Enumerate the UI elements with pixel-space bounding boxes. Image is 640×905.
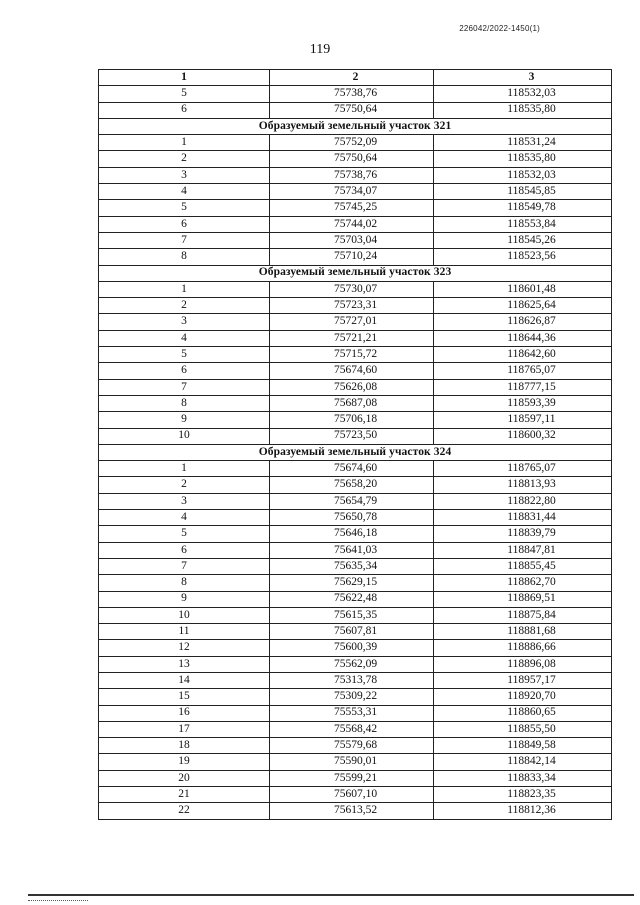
point-number-cell: 17 bbox=[99, 721, 270, 737]
y-coordinate-cell: 118531,24 bbox=[434, 135, 612, 151]
table-row bbox=[99, 591, 612, 607]
x-coordinate-cell: 75615,35 bbox=[270, 607, 434, 623]
point-number-cell: 8 bbox=[99, 249, 270, 265]
page-bottom-rule bbox=[28, 894, 634, 896]
x-coordinate-cell: 75738,76 bbox=[270, 86, 434, 102]
point-number-cell: 19 bbox=[99, 754, 270, 770]
table-row bbox=[99, 624, 612, 640]
table-row bbox=[99, 607, 612, 623]
y-coordinate-cell: 118532,03 bbox=[434, 167, 612, 183]
y-coordinate-cell: 118812,36 bbox=[434, 803, 612, 819]
table-row bbox=[99, 200, 612, 216]
point-number-cell: 4 bbox=[99, 510, 270, 526]
header-cell-point-number: 1 bbox=[99, 70, 270, 86]
x-coordinate-cell: 75622,48 bbox=[270, 591, 434, 607]
y-coordinate-cell: 118881,68 bbox=[434, 624, 612, 640]
table-row bbox=[99, 363, 612, 379]
point-number-cell: 8 bbox=[99, 575, 270, 591]
x-coordinate-cell: 75654,79 bbox=[270, 493, 434, 509]
point-number-cell: 5 bbox=[99, 86, 270, 102]
table-row bbox=[99, 738, 612, 754]
y-coordinate-cell: 118597,11 bbox=[434, 412, 612, 428]
y-coordinate-cell: 118625,64 bbox=[434, 298, 612, 314]
document-number: 226042/2022-1450(1) bbox=[459, 24, 540, 33]
table-row bbox=[99, 640, 612, 656]
point-number-cell: 11 bbox=[99, 624, 270, 640]
header-cell-y: 3 bbox=[434, 70, 612, 86]
x-coordinate-cell: 75646,18 bbox=[270, 526, 434, 542]
y-coordinate-cell: 118822,80 bbox=[434, 493, 612, 509]
x-coordinate-cell: 75750,64 bbox=[270, 102, 434, 118]
table-row bbox=[99, 298, 612, 314]
point-number-cell: 2 bbox=[99, 151, 270, 167]
x-coordinate-cell: 75710,24 bbox=[270, 249, 434, 265]
point-number-cell: 3 bbox=[99, 167, 270, 183]
section-title: Образуемый земельный участок 323 bbox=[99, 265, 612, 281]
page-bottom-dotted-rule bbox=[28, 900, 88, 901]
x-coordinate-cell: 75590,01 bbox=[270, 754, 434, 770]
table-row bbox=[99, 216, 612, 232]
y-coordinate-cell: 118549,78 bbox=[434, 200, 612, 216]
table-row bbox=[99, 395, 612, 411]
point-number-cell: 4 bbox=[99, 184, 270, 200]
x-coordinate-cell: 75723,50 bbox=[270, 428, 434, 444]
x-coordinate-cell: 75600,39 bbox=[270, 640, 434, 656]
coordinates-table bbox=[98, 69, 612, 820]
y-coordinate-cell: 118839,79 bbox=[434, 526, 612, 542]
y-coordinate-cell: 118886,66 bbox=[434, 640, 612, 656]
point-number-cell: 10 bbox=[99, 428, 270, 444]
x-coordinate-cell: 75313,78 bbox=[270, 672, 434, 688]
x-coordinate-cell: 75752,09 bbox=[270, 135, 434, 151]
y-coordinate-cell: 118642,60 bbox=[434, 347, 612, 363]
point-number-cell: 2 bbox=[99, 477, 270, 493]
y-coordinate-cell: 118860,65 bbox=[434, 705, 612, 721]
table-row bbox=[99, 379, 612, 395]
point-number-cell: 12 bbox=[99, 640, 270, 656]
x-coordinate-cell: 75309,22 bbox=[270, 689, 434, 705]
table-row bbox=[99, 347, 612, 363]
point-number-cell: 8 bbox=[99, 395, 270, 411]
table-row bbox=[99, 330, 612, 346]
y-coordinate-cell: 118920,70 bbox=[434, 689, 612, 705]
table-row bbox=[99, 167, 612, 183]
x-coordinate-cell: 75721,21 bbox=[270, 330, 434, 346]
y-coordinate-cell: 118532,03 bbox=[434, 86, 612, 102]
table-row bbox=[99, 86, 612, 102]
section-title: Образуемый земельный участок 321 bbox=[99, 118, 612, 134]
y-coordinate-cell: 118535,80 bbox=[434, 102, 612, 118]
y-coordinate-cell: 118842,14 bbox=[434, 754, 612, 770]
y-coordinate-cell: 118765,07 bbox=[434, 461, 612, 477]
table-row bbox=[99, 542, 612, 558]
y-coordinate-cell: 118644,36 bbox=[434, 330, 612, 346]
point-number-cell: 1 bbox=[99, 461, 270, 477]
point-number-cell: 3 bbox=[99, 493, 270, 509]
table-row bbox=[99, 705, 612, 721]
y-coordinate-cell: 118862,70 bbox=[434, 575, 612, 591]
point-number-cell: 18 bbox=[99, 738, 270, 754]
section-title: Образуемый земельный участок 324 bbox=[99, 444, 612, 460]
x-coordinate-cell: 75727,01 bbox=[270, 314, 434, 330]
y-coordinate-cell: 118601,48 bbox=[434, 281, 612, 297]
point-number-cell: 13 bbox=[99, 656, 270, 672]
x-coordinate-cell: 75658,20 bbox=[270, 477, 434, 493]
x-coordinate-cell: 75629,15 bbox=[270, 575, 434, 591]
x-coordinate-cell: 75641,03 bbox=[270, 542, 434, 558]
point-number-cell: 9 bbox=[99, 412, 270, 428]
section-header-row bbox=[99, 118, 612, 134]
x-coordinate-cell: 75750,64 bbox=[270, 151, 434, 167]
y-coordinate-cell: 118957,17 bbox=[434, 672, 612, 688]
table-row bbox=[99, 803, 612, 819]
y-coordinate-cell: 118553,84 bbox=[434, 216, 612, 232]
x-coordinate-cell: 75650,78 bbox=[270, 510, 434, 526]
point-number-cell: 1 bbox=[99, 281, 270, 297]
y-coordinate-cell: 118849,58 bbox=[434, 738, 612, 754]
point-number-cell: 6 bbox=[99, 363, 270, 379]
y-coordinate-cell: 118600,32 bbox=[434, 428, 612, 444]
x-coordinate-cell: 75599,21 bbox=[270, 770, 434, 786]
table-row bbox=[99, 510, 612, 526]
table-row bbox=[99, 754, 612, 770]
table-row bbox=[99, 249, 612, 265]
y-coordinate-cell: 118535,80 bbox=[434, 151, 612, 167]
x-coordinate-cell: 75626,08 bbox=[270, 379, 434, 395]
point-number-cell: 7 bbox=[99, 232, 270, 248]
y-coordinate-cell: 118831,44 bbox=[434, 510, 612, 526]
y-coordinate-cell: 118875,84 bbox=[434, 607, 612, 623]
x-coordinate-cell: 75734,07 bbox=[270, 184, 434, 200]
section-header-row bbox=[99, 265, 612, 281]
table-row bbox=[99, 151, 612, 167]
table-row bbox=[99, 314, 612, 330]
point-number-cell: 6 bbox=[99, 102, 270, 118]
y-coordinate-cell: 118823,35 bbox=[434, 787, 612, 803]
point-number-cell: 4 bbox=[99, 330, 270, 346]
x-coordinate-cell: 75607,10 bbox=[270, 787, 434, 803]
point-number-cell: 5 bbox=[99, 200, 270, 216]
table-row bbox=[99, 575, 612, 591]
x-coordinate-cell: 75706,18 bbox=[270, 412, 434, 428]
x-coordinate-cell: 75674,60 bbox=[270, 363, 434, 379]
point-number-cell: 3 bbox=[99, 314, 270, 330]
x-coordinate-cell: 75635,34 bbox=[270, 558, 434, 574]
point-number-cell: 10 bbox=[99, 607, 270, 623]
x-coordinate-cell: 75730,07 bbox=[270, 281, 434, 297]
page-number: 119 bbox=[309, 42, 331, 57]
y-coordinate-cell: 118847,81 bbox=[434, 542, 612, 558]
x-coordinate-cell: 75723,31 bbox=[270, 298, 434, 314]
x-coordinate-cell: 75738,76 bbox=[270, 167, 434, 183]
table-row bbox=[99, 770, 612, 786]
point-number-cell: 14 bbox=[99, 672, 270, 688]
table-row bbox=[99, 461, 612, 477]
table-row bbox=[99, 412, 612, 428]
table-header-row bbox=[99, 70, 612, 86]
point-number-cell: 9 bbox=[99, 591, 270, 607]
table-row bbox=[99, 526, 612, 542]
table-row bbox=[99, 184, 612, 200]
point-number-cell: 5 bbox=[99, 347, 270, 363]
point-number-cell: 2 bbox=[99, 298, 270, 314]
y-coordinate-cell: 118896,08 bbox=[434, 656, 612, 672]
y-coordinate-cell: 118545,85 bbox=[434, 184, 612, 200]
table-row bbox=[99, 493, 612, 509]
table-row bbox=[99, 721, 612, 737]
x-coordinate-cell: 75744,02 bbox=[270, 216, 434, 232]
section-header-row bbox=[99, 444, 612, 460]
coordinates-table-body bbox=[99, 70, 612, 820]
point-number-cell: 21 bbox=[99, 787, 270, 803]
point-number-cell: 7 bbox=[99, 558, 270, 574]
x-coordinate-cell: 75613,52 bbox=[270, 803, 434, 819]
point-number-cell: 16 bbox=[99, 705, 270, 721]
y-coordinate-cell: 118855,45 bbox=[434, 558, 612, 574]
y-coordinate-cell: 118869,51 bbox=[434, 591, 612, 607]
header-cell-x: 2 bbox=[270, 70, 434, 86]
table-row bbox=[99, 477, 612, 493]
table-row bbox=[99, 281, 612, 297]
y-coordinate-cell: 118626,87 bbox=[434, 314, 612, 330]
x-coordinate-cell: 75715,72 bbox=[270, 347, 434, 363]
x-coordinate-cell: 75607,81 bbox=[270, 624, 434, 640]
point-number-cell: 7 bbox=[99, 379, 270, 395]
point-number-cell: 6 bbox=[99, 216, 270, 232]
point-number-cell: 6 bbox=[99, 542, 270, 558]
table-row bbox=[99, 787, 612, 803]
point-number-cell: 20 bbox=[99, 770, 270, 786]
table-row bbox=[99, 689, 612, 705]
point-number-cell: 22 bbox=[99, 803, 270, 819]
x-coordinate-cell: 75703,04 bbox=[270, 232, 434, 248]
point-number-cell: 15 bbox=[99, 689, 270, 705]
y-coordinate-cell: 118545,26 bbox=[434, 232, 612, 248]
y-coordinate-cell: 118765,07 bbox=[434, 363, 612, 379]
x-coordinate-cell: 75579,68 bbox=[270, 738, 434, 754]
x-coordinate-cell: 75568,42 bbox=[270, 721, 434, 737]
x-coordinate-cell: 75745,25 bbox=[270, 200, 434, 216]
x-coordinate-cell: 75562,09 bbox=[270, 656, 434, 672]
point-number-cell: 5 bbox=[99, 526, 270, 542]
table-row bbox=[99, 102, 612, 118]
table-row bbox=[99, 232, 612, 248]
point-number-cell: 1 bbox=[99, 135, 270, 151]
table-row bbox=[99, 558, 612, 574]
y-coordinate-cell: 118813,93 bbox=[434, 477, 612, 493]
table-row bbox=[99, 428, 612, 444]
x-coordinate-cell: 75674,60 bbox=[270, 461, 434, 477]
table-row bbox=[99, 135, 612, 151]
y-coordinate-cell: 118593,39 bbox=[434, 395, 612, 411]
y-coordinate-cell: 118523,56 bbox=[434, 249, 612, 265]
table-row bbox=[99, 672, 612, 688]
y-coordinate-cell: 118833,34 bbox=[434, 770, 612, 786]
table-row bbox=[99, 656, 612, 672]
x-coordinate-cell: 75553,31 bbox=[270, 705, 434, 721]
x-coordinate-cell: 75687,08 bbox=[270, 395, 434, 411]
y-coordinate-cell: 118855,50 bbox=[434, 721, 612, 737]
y-coordinate-cell: 118777,15 bbox=[434, 379, 612, 395]
